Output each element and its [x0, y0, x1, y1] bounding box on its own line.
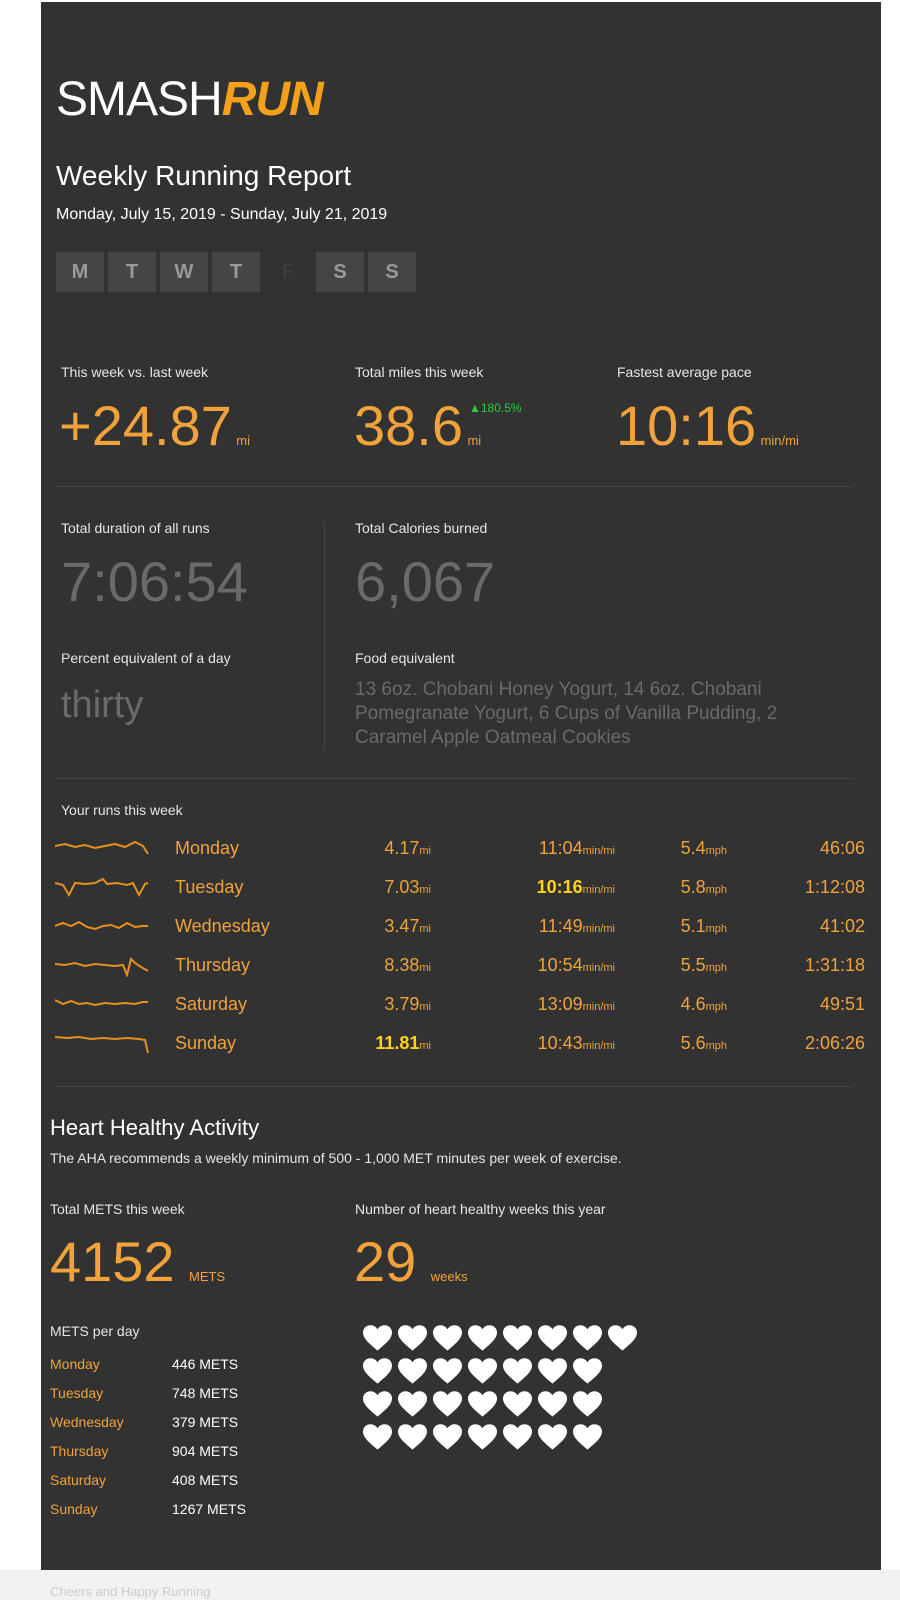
heart-icon [538, 1423, 567, 1452]
mets-day: Sunday [50, 1501, 98, 1517]
run-day: Monday [175, 838, 240, 858]
run-distance-value: 4.17 [384, 838, 420, 858]
run-pace [539, 838, 615, 859]
run-pace-unit: min/mi [582, 1040, 615, 1052]
heart-icon [468, 1423, 497, 1452]
heart-icon [433, 1324, 462, 1353]
run-day: Wednesday [175, 916, 270, 936]
day-box-friday: F [281, 260, 295, 283]
runs-section-label: Your runs this week [61, 802, 183, 818]
run-distance-unit: mi [419, 923, 431, 935]
total-duration-value: 7:06:54 [61, 550, 248, 613]
run-speed [681, 877, 727, 898]
day-box-tuesday: T [108, 252, 156, 292]
run-distance-unit: mi [419, 962, 431, 974]
heart-icon [503, 1423, 532, 1452]
run-pace-value: 11:04 [538, 838, 583, 858]
heart-icon [433, 1357, 462, 1386]
run-distance-value: 3.79 [384, 994, 420, 1014]
mets-per-day-list [50, 1356, 246, 1530]
sparkline-saturday [55, 992, 149, 1016]
fastest-pace-label: Fastest average pace [617, 364, 752, 380]
heart-icon [538, 1357, 567, 1386]
run-pace [539, 916, 615, 937]
sparkline-sunday [55, 1031, 149, 1055]
logo-smash: SMASH [56, 73, 222, 126]
day-box-wednesday: W [160, 252, 208, 292]
run-row-wednesday[interactable] [55, 908, 865, 946]
heart-healthy-weeks-grid [363, 1324, 663, 1456]
run-duration: 49:51 [819, 994, 865, 1014]
heart-icon [363, 1423, 392, 1452]
report-panel [41, 2, 881, 1570]
fastest-pace-value: 10:16 [616, 394, 757, 457]
run-pace-unit: min/mi [582, 845, 615, 857]
run-pace-value: 10:54 [537, 955, 583, 975]
report-title: Weekly Running Report [56, 160, 352, 191]
run-speed-value: 5.1 [680, 916, 706, 936]
divider-1 [55, 486, 853, 487]
sparkline-thursday [55, 953, 149, 977]
run-distance-unit: mi [419, 884, 431, 896]
heart-section-description: The AHA recommends a weekly minimum of 500 - 1,000 MET minutes per week of exercise. [50, 1150, 622, 1166]
run-row-thursday[interactable] [55, 947, 865, 985]
total-duration-label: Total duration of all runs [61, 520, 210, 536]
heart-row [363, 1357, 663, 1390]
footer-strip [0, 1570, 900, 1600]
heart-weeks-label: Number of heart healthy weeks this year [355, 1201, 606, 1217]
run-row-sunday[interactable] [55, 1025, 865, 1063]
heart-icon [468, 1357, 497, 1386]
run-speed-unit: mph [705, 923, 727, 935]
run-distance-unit: mi [419, 1001, 431, 1013]
heart-row [363, 1390, 663, 1423]
mets-row [50, 1443, 246, 1472]
run-pace [538, 955, 615, 976]
fastest-pace-unit: min/mi [760, 433, 799, 448]
run-speed [681, 916, 727, 937]
run-distance-unit: mi [419, 1040, 431, 1052]
run-pace [538, 1033, 615, 1054]
percent-day-label: Percent equivalent of a day [61, 650, 231, 666]
run-speed-value: 5.4 [680, 838, 706, 858]
run-day: Saturday [175, 994, 248, 1014]
run-speed-unit: mph [705, 1001, 727, 1013]
run-duration: 46:06 [819, 838, 865, 858]
run-pace-value: 13:09 [537, 994, 583, 1014]
run-pace-unit: min/mi [582, 884, 615, 896]
run-row-monday[interactable] [55, 830, 865, 868]
run-distance [384, 838, 431, 859]
run-distance [384, 877, 431, 898]
run-speed-unit: mph [705, 1040, 727, 1052]
run-distance-value: 7.03 [384, 877, 420, 897]
total-calories-label: Total Calories burned [355, 520, 488, 536]
mets-value: 379 METS [172, 1414, 239, 1430]
mets-day: Wednesday [50, 1414, 124, 1430]
heart-weeks-value: 29 [354, 1230, 417, 1293]
mets-value: 748 METS [172, 1385, 239, 1401]
run-distance-value: 8.38 [384, 955, 420, 975]
heart-icon [573, 1390, 602, 1419]
mets-row [50, 1414, 246, 1443]
mets-value: 446 METS [172, 1356, 239, 1372]
heart-icon [363, 1357, 392, 1386]
run-row-tuesday[interactable] [55, 869, 865, 907]
mets-row [50, 1385, 246, 1414]
total-mets-stat [50, 1230, 226, 1293]
vs-last-week-value: +24.87 [59, 394, 232, 457]
miles-change-badge: ▲180.5% [469, 401, 522, 415]
run-duration: 41:02 [819, 916, 865, 936]
vs-last-week-stat [59, 394, 251, 457]
total-mets-value: 4152 [50, 1230, 175, 1293]
heart-icon [573, 1423, 602, 1452]
run-speed [681, 955, 727, 976]
heart-icon [363, 1390, 392, 1419]
run-speed-unit: mph [705, 962, 727, 974]
sparkline-wednesday [55, 914, 149, 938]
day-box-monday: M [56, 252, 104, 292]
mets-row [50, 1356, 246, 1385]
day-box-saturday: S [316, 252, 364, 292]
heart-icon [433, 1423, 462, 1452]
mets-day: Saturday [50, 1472, 107, 1488]
heart-icon [538, 1324, 567, 1353]
heart-icon [608, 1324, 637, 1353]
mets-day: Monday [50, 1356, 100, 1372]
heart-section-title: Heart Healthy Activity [50, 1115, 260, 1140]
run-pace-value: 10:16 [536, 877, 583, 897]
run-day: Thursday [175, 955, 251, 975]
divider-2 [55, 778, 853, 779]
run-distance-value: 11.81 [375, 1033, 420, 1053]
smashrun-logo[interactable] [56, 72, 323, 127]
mets-value: 1267 METS [172, 1501, 246, 1517]
vs-last-week-unit: mi [236, 433, 251, 448]
run-day: Tuesday [175, 877, 244, 897]
vs-last-week-label: This week vs. last week [61, 364, 209, 380]
mets-row [50, 1501, 246, 1530]
heart-icon [398, 1357, 427, 1386]
run-speed [681, 994, 727, 1015]
run-speed [681, 838, 727, 859]
mets-day: Tuesday [50, 1385, 104, 1401]
heart-weeks-unit: weeks [430, 1269, 468, 1284]
run-duration: 1:12:08 [804, 877, 865, 897]
mets-row [50, 1472, 246, 1501]
run-row-saturday[interactable] [55, 986, 865, 1024]
run-pace [537, 877, 615, 898]
run-pace [538, 994, 615, 1015]
run-distance [384, 955, 431, 976]
run-distance [375, 1033, 431, 1054]
run-pace-value: 11:49 [538, 916, 583, 936]
run-speed-unit: mph [705, 884, 727, 896]
total-mets-unit: METS [189, 1269, 226, 1284]
run-distance-value: 3.47 [384, 916, 420, 936]
heart-icon [503, 1357, 532, 1386]
run-speed [681, 1033, 727, 1054]
run-speed-value: 5.6 [680, 1033, 706, 1053]
run-duration: 2:06:26 [804, 1033, 865, 1053]
heart-icon [363, 1324, 392, 1353]
heart-icon [503, 1324, 532, 1353]
heart-weeks-stat [354, 1230, 468, 1293]
run-pace-unit: min/mi [582, 923, 615, 935]
run-duration: 1:31:18 [804, 955, 865, 975]
footer-text: Cheers and Happy Running [50, 1584, 211, 1599]
heart-icon [398, 1423, 427, 1452]
mets-day: Thursday [50, 1443, 109, 1459]
run-speed-value: 5.5 [680, 955, 706, 975]
heart-icon [433, 1390, 462, 1419]
sparkline-monday [55, 836, 149, 860]
day-box-sunday: S [368, 252, 416, 292]
total-miles-value: 38.6 [354, 394, 463, 457]
divider-3 [55, 1086, 853, 1087]
logo-run: RUN [221, 73, 323, 126]
percent-day-value: thirty [61, 684, 144, 726]
week-days [56, 252, 416, 292]
run-speed-unit: mph [705, 845, 727, 857]
run-pace-value: 10:43 [537, 1033, 583, 1053]
run-distance-unit: mi [419, 845, 431, 857]
total-calories-value: 6,067 [355, 550, 496, 613]
total-miles-label: Total miles this week [355, 364, 484, 380]
heart-icon [503, 1390, 532, 1419]
fastest-pace-stat [616, 394, 799, 457]
heart-row [363, 1324, 663, 1357]
run-speed-value: 4.6 [680, 994, 706, 1014]
heart-icon [538, 1390, 567, 1419]
sparkline-tuesday [55, 875, 149, 899]
day-box-thursday: T [212, 252, 260, 292]
total-mets-label: Total METS this week [50, 1201, 185, 1217]
heart-row [363, 1423, 663, 1456]
heart-icon [573, 1324, 602, 1353]
run-pace-unit: min/mi [582, 962, 615, 974]
mets-per-day-label: METS per day [50, 1323, 140, 1339]
mets-value: 904 METS [172, 1443, 239, 1459]
total-miles-stat [354, 394, 482, 457]
report-dates: Monday, July 15, 2019 - Sunday, July 21, 2019 [56, 206, 388, 223]
heart-icon [573, 1357, 602, 1386]
heart-icon [468, 1324, 497, 1353]
food-equivalent-value: 13 6oz. Chobani Honey Yogurt, 14 6oz. Chobani Pomegranate Yogurt, 6 Cups of Vanilla Pudding, 2 Caramel Apple Oatmeal Cookies [355, 679, 778, 748]
run-distance [384, 916, 431, 937]
vertical-divider [324, 522, 325, 750]
run-day: Sunday [175, 1033, 237, 1053]
run-pace-unit: min/mi [582, 1001, 615, 1013]
heart-icon [398, 1390, 427, 1419]
food-equivalent-label: Food equivalent [355, 650, 455, 666]
heart-icon [398, 1324, 427, 1353]
total-miles-unit: mi [467, 433, 482, 448]
run-distance [384, 994, 431, 1015]
mets-value: 408 METS [172, 1472, 239, 1488]
run-speed-value: 5.8 [680, 877, 706, 897]
heart-icon [468, 1390, 497, 1419]
